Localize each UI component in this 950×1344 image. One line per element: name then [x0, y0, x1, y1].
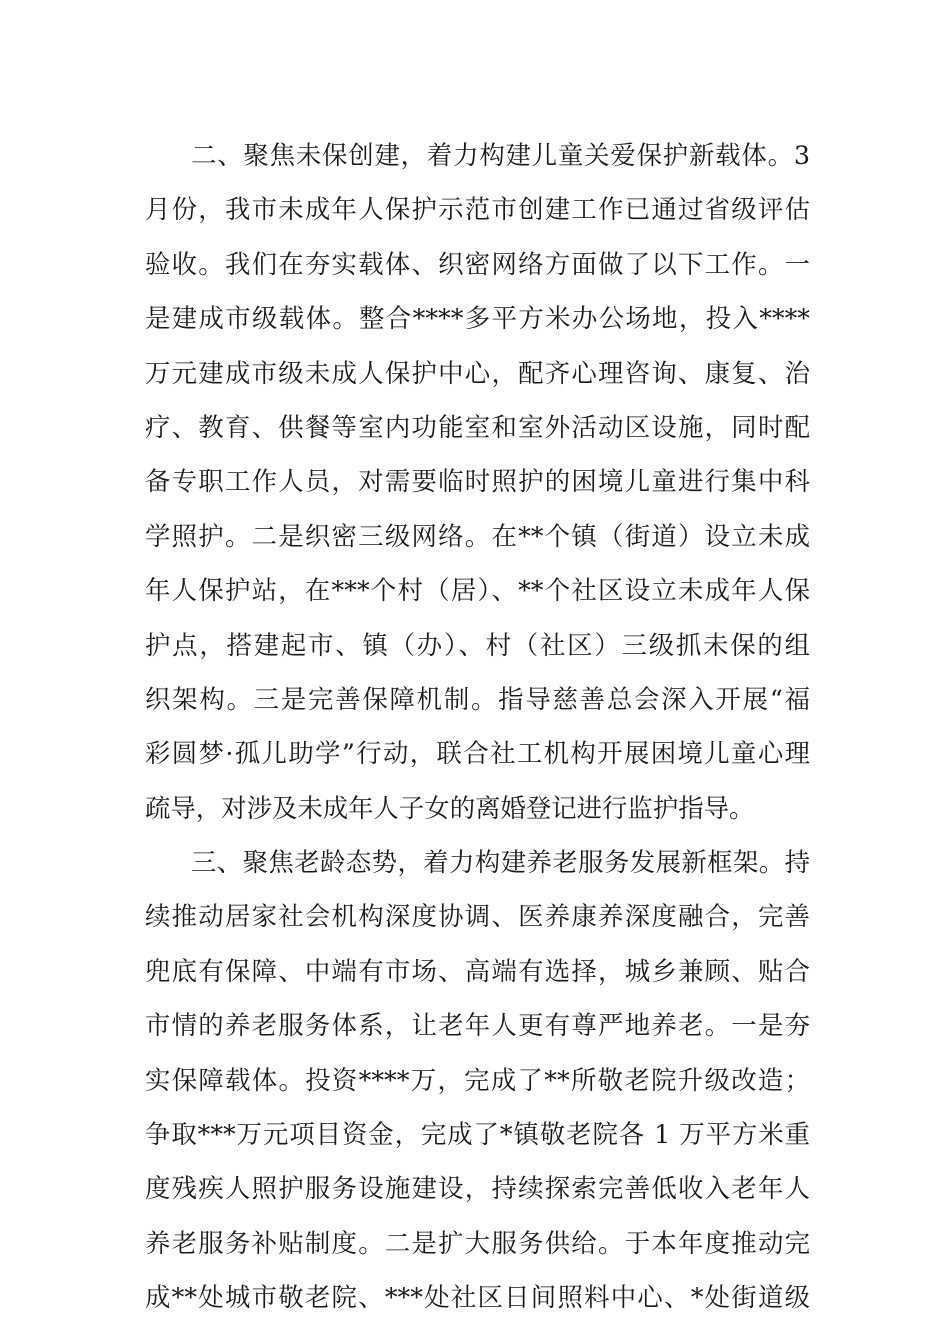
text-line: 疏导，对涉及未成年人子女的离婚登记进行监护指导。 — [145, 792, 755, 823]
text-line: 二、聚焦未保创建，着力构建儿童关爱保护新载体。3 — [191, 140, 810, 170]
text-line: 兜底有保障、中端有市场、高端有选择，城乡兼顾、贴合 — [145, 955, 810, 986]
text-line: 月份，我市未成年人保护示范市创建工作已通过省级评估 — [145, 194, 810, 225]
text-line: 是建成市级载体。整合****多平方米办公场地，投入**** — [145, 303, 810, 334]
text-line: 争取***万元项目资金，完成了*镇敬老院各 1 万平方米重 — [145, 1119, 810, 1150]
text-line: 度残疾人照护服务设施建设，持续探索完善低收入老年人 — [145, 1173, 810, 1204]
paragraph-elderly-care — [145, 835, 810, 1325]
text-line: 织架构。三是完善保障机制。指导慈善总会深入开展“福 — [145, 683, 810, 714]
text-line: 实保障载体。投资****万，完成了**所敬老院升级改造； — [145, 1064, 810, 1095]
text-line: 续推动居家社会机构深度协调、医养康养深度融合，完善 — [145, 901, 810, 932]
text-line: 万元建成市级未成人保护中心，配齐心理咨询、康复、治 — [145, 357, 810, 388]
text-line: 学照护。二是织密三级网络。在**个镇（街道）设立未成 — [145, 520, 810, 551]
text-line: 成**处城市敬老院、***处社区日间照料中心、*处街道级 — [145, 1282, 810, 1313]
text-line: 彩圆梦·孤儿助学”行动，联合社工机构开展困境儿童心理 — [145, 738, 810, 769]
text-line: 年人保护站，在***个村（居）、**个社区设立未成年人保 — [145, 575, 810, 606]
text-line: 验收。我们在夯实载体、织密网络方面做了以下工作。一 — [145, 248, 810, 279]
text-line: 三、聚焦老龄态势，着力构建养老服务发展新框架。持 — [191, 847, 810, 878]
document-body — [145, 128, 810, 1325]
text-line: 备专职工作人员，对需要临时照护的困境儿童进行集中科 — [145, 466, 810, 497]
text-line: 护点，搭建起市、镇（办）、村（社区）三级抓未保的组 — [145, 629, 810, 660]
text-line: 疗、教育、供餐等室内功能室和室外活动区设施，同时配 — [145, 411, 810, 442]
text-line: 市情的养老服务体系，让老年人更有尊严地养老。一是夯 — [145, 1010, 810, 1041]
paragraph-minor-protection — [145, 128, 810, 835]
text-line: 养老服务补贴制度。二是扩大服务供给。于本年度推动完 — [145, 1227, 810, 1258]
